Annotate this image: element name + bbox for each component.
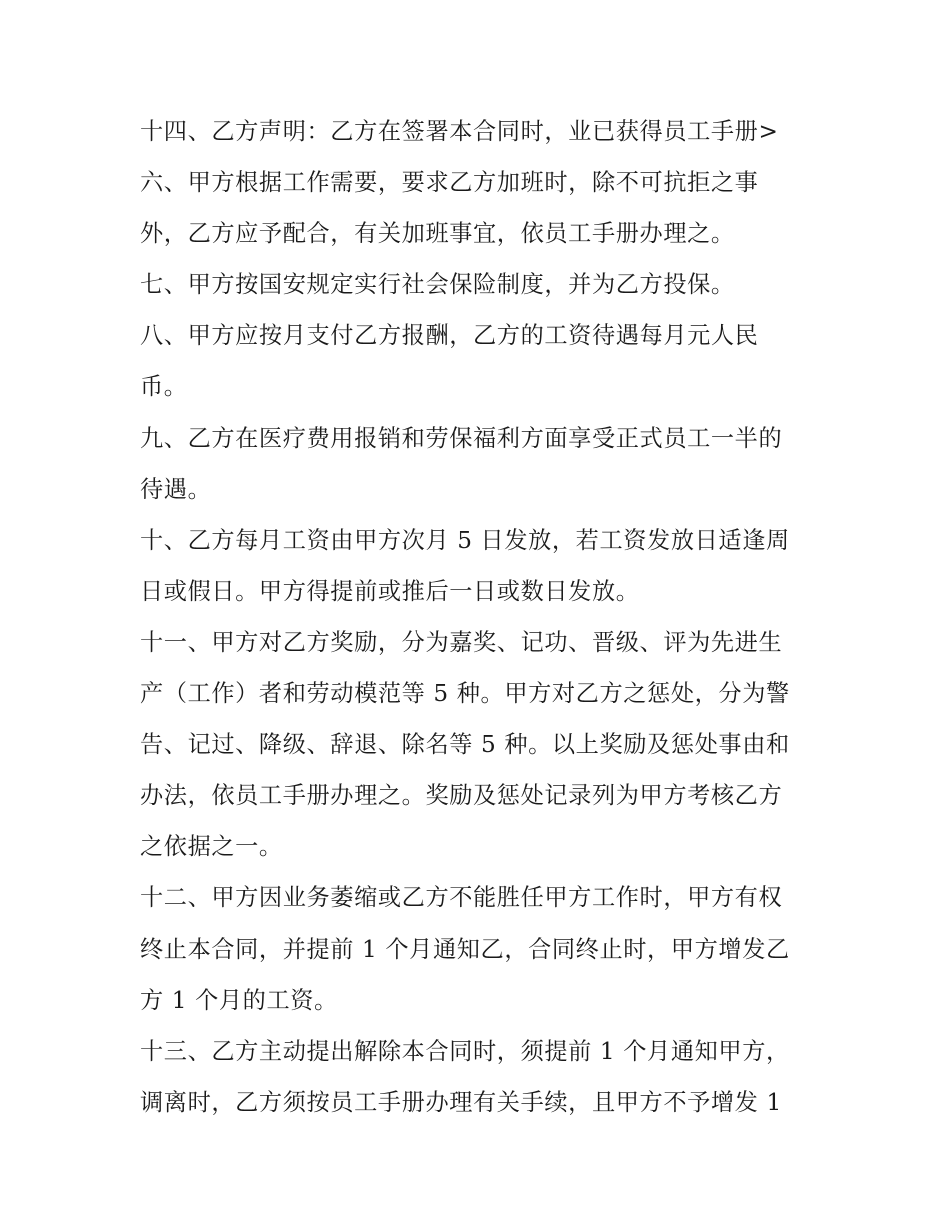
text-line: 十、乙方每月工资由甲方次月 5 日发放，若工资发放日适逢周 xyxy=(140,526,790,554)
text-line: 待遇。 xyxy=(140,475,212,503)
text-line: 终止本合同，并提前 1 个月通知乙，合同终止时，甲方增发乙 xyxy=(140,935,790,963)
text-line: 产（工作）者和劳动模范等 5 种。甲方对乙方之惩处，分为警 xyxy=(140,680,790,708)
text-line: 之依据之一。 xyxy=(140,833,283,861)
text-line: 七、甲方按国安规定实行社会保险制度，并为乙方投保。 xyxy=(140,271,735,299)
text-line: 币。 xyxy=(140,373,188,401)
text-line: 十四、乙方声明：乙方在签署本合同时，业已获得员工手册> xyxy=(140,118,779,145)
text-line: 告、记过、降级、辞退、除名等 5 种。以上奖励及惩处事由和 xyxy=(140,731,790,759)
text-line: 方 1 个月的工资。 xyxy=(140,986,338,1014)
text-line: 办法，依员工手册办理之。奖励及惩处记录列为甲方考核乙方 xyxy=(140,782,783,810)
text-line: 十一、甲方对乙方奖励，分为嘉奖、记功、晋级、评为先进生 xyxy=(140,628,783,656)
text-line: 九、乙方在医疗费用报销和劳保福利方面享受正式员工一半的 xyxy=(140,424,783,452)
text-line: 调离时，乙方须按员工手册办理有关手续，且甲方不予增发 1 xyxy=(140,1088,782,1116)
contract-text xyxy=(140,113,820,1135)
text-line: 六、甲方根据工作需要，要求乙方加班时，除不可抗拒之事 xyxy=(140,169,759,197)
text-line: 十二、甲方因业务萎缩或乙方不能胜任甲方工作时，甲方有权 xyxy=(140,884,783,912)
text-line: 日或假日。甲方得提前或推后一日或数日发放。 xyxy=(140,577,640,605)
text-line: 十三、乙方主动提出解除本合同时，须提前 1 个月通知甲方， xyxy=(140,1037,790,1065)
text-line: 八、甲方应按月支付乙方报酬，乙方的工资待遇每月元人民 xyxy=(140,322,759,350)
text-line: 外，乙方应予配合，有关加班事宜，依员工手册办理之。 xyxy=(140,220,735,248)
